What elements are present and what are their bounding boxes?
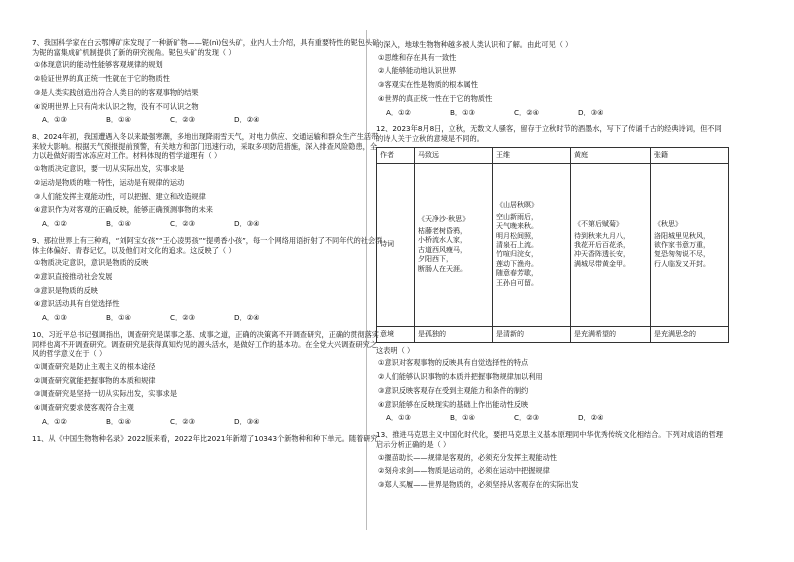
answer-choices [32, 219, 384, 229]
question-10 [32, 330, 384, 427]
option-4: ④意识作为对客观的正确反映，能够正确预测事物的未来 [34, 205, 213, 215]
poem-line: 竹喧归浣女， [496, 250, 538, 259]
poem-line: 复恐匆匆说不尽， [654, 250, 710, 259]
choice-a: A．①③ [386, 413, 411, 423]
option-2: ②人能够能动地认识世界 [378, 66, 457, 76]
choice-d: D．③④ [578, 107, 604, 117]
mood-cell: 是充满思念的 [651, 326, 729, 342]
option-2: ②运动是物质的唯一特性，运动是有规律的运动 [34, 177, 185, 187]
poem-cell [415, 163, 493, 326]
choice-b: B．①④ [106, 313, 132, 323]
option-3: ③调查研究是坚持一切从实际出发，实事求是 [34, 389, 178, 399]
option-2: ②意识直接推动社会发展 [34, 271, 113, 281]
choice-c: C．②③ [170, 313, 196, 323]
choice-b: B．①③ [450, 107, 476, 117]
choice-c: C．②③ [170, 219, 196, 229]
question-prompt: 这表明（ ） [376, 345, 415, 355]
poem-line: 明月松间照， [496, 231, 538, 240]
poem-cell [651, 163, 729, 326]
choice-a: A．①② [42, 416, 67, 426]
answer-choices [32, 313, 384, 323]
row-header-mood: 意境 [377, 326, 415, 342]
author-cell: 马致远 [415, 147, 493, 163]
poem-cell [571, 163, 651, 326]
choice-b: B．①④ [106, 115, 132, 125]
option-2: ②调查研究就能把握事物的本质和规律 [34, 375, 156, 385]
poem-line: 待到秋来九月八， [574, 231, 630, 240]
choice-c: C．②③ [170, 115, 196, 125]
option-3: ③是人类实践创造出符合人类目的的客观事物的结果 [34, 87, 199, 97]
question-stem: 13、推进马克思主义中国化时代化，要把马克思主义基本原理同中华优秀传统文化相结合。下列对成语的哲理启示分析正确的是（ ） [376, 430, 723, 449]
choice-b: B．①④ [450, 413, 476, 423]
option-1: ①思维和存在具有一致性 [378, 52, 457, 62]
question-12 [376, 124, 728, 423]
poem-line: 夕阳西下， [418, 255, 453, 264]
choice-a: A．①② [42, 219, 67, 229]
answer-choices [376, 108, 728, 118]
choice-a: A．①③ [42, 313, 67, 323]
poem-line: 莲动下渔舟。 [496, 259, 538, 268]
poem-line: 天气晚来秋。 [496, 222, 538, 231]
option-3: ③郑人买履——世界是物质的，必须坚持从客观存在的实际出发 [378, 479, 579, 489]
row-header-poem: 诗词 [377, 163, 415, 326]
option-1: ①体现意识的能动性能够客观规律的规划 [34, 60, 163, 70]
option-2: ②刻舟求剑——物质是运动的，必须在运动中把握规律 [378, 466, 550, 476]
question-7 [32, 38, 384, 125]
choice-d: D．③④ [234, 416, 260, 426]
right-column [376, 40, 728, 494]
option-1: ①物质决定意识，要一切从实际出发，实事求是 [34, 164, 185, 174]
poem-line: 空山新雨后， [496, 212, 538, 221]
choice-a: A．①② [386, 107, 411, 117]
poem-line: 小桥流水人家， [418, 236, 467, 245]
author-cell: 张籍 [651, 147, 729, 163]
option-4: ④世界的真正统一性在于它的物质性 [378, 93, 493, 103]
choice-c: C．②③ [514, 413, 540, 423]
option-3: ③客观实在性是物质的根本属性 [378, 80, 478, 90]
poem-line: 断肠人在天涯。 [418, 264, 467, 273]
choice-b: B．①④ [106, 416, 132, 426]
option-1: ①物质决定意识，意识是物质的反映 [34, 258, 149, 268]
choice-c: C．②③ [170, 416, 196, 426]
question-stem: 7、我国科学家在白云鄂博矿床发现了一种新矿物——铌(nì)包头矿，业内人士介绍，具有重要特性的铌包头矿为铌的富集成矿机制提供了新的研究视角。铌包头矿的发现（ ） [32, 38, 380, 57]
choice-a: A．①③ [42, 115, 67, 125]
question-8 [32, 132, 384, 229]
poem-title: 《秋思》 [654, 220, 682, 229]
choice-c: C．②④ [514, 107, 540, 117]
poem-line: 清泉石上流。 [496, 241, 538, 250]
choice-d: D．③④ [234, 219, 260, 229]
table-row [377, 163, 729, 326]
poem-table [376, 147, 729, 343]
option-4: ④说明世界上只有尚未认识之物，没有不可认识之物 [34, 101, 199, 111]
poem-title: 《不第后赋菊》 [574, 220, 623, 229]
poem-line: 我花开后百花杀， [574, 241, 630, 250]
poem-line: 枯藤老树昏鸦， [418, 226, 467, 235]
poem-line: 古道西风瘦马， [418, 245, 467, 254]
question-stem: 11、从《中国生物物种名录》2022版来看，2022年比2021年新增了10343个新物种和种下单元。随着研究 [32, 433, 378, 443]
poem-line: 欲作家书意万重， [654, 241, 710, 250]
answer-choices [32, 115, 384, 125]
option-2: ②人们能够认识事物的本质并把握事物规律加以利用 [378, 372, 543, 382]
choice-d: D．②④ [234, 115, 260, 125]
question-11-continued [376, 40, 728, 117]
question-13 [376, 430, 728, 490]
answer-choices [376, 413, 728, 423]
poem-cell [493, 163, 571, 326]
option-1: ①揠苗助长——规律是客观的，必须充分发挥主观能动性 [378, 452, 557, 462]
mood-cell: 是孤独的 [415, 326, 493, 342]
question-stem: 8、2024年初，我国遭遇入冬以来最强寒潮，多地出现降雨雪天气，对电力供应、交通运输和群众生产生活带来较大影响。根据天气预报提前预警，有关地方和部门迅速行动，采取多项防范措施，深入排查风险隐患，全力以赴做好雨雪冰冻应对工作。材料体现的哲学道理有（ ） [32, 132, 379, 161]
poem-line: 满城尽带黄金甲。 [574, 259, 630, 268]
option-4: ④意识活动具有自觉选择性 [34, 299, 120, 309]
poem-title: 《天净沙·秋思》 [418, 215, 470, 224]
author-cell: 王维 [493, 147, 571, 163]
table-row [377, 147, 729, 163]
poem-line: 冲天香阵透长安， [574, 250, 630, 259]
question-stem: 12、2023年8月8日，立秋，无数文人骚客，留存于立秋时节的酒墨水，写下了传诵千古的经典诗词，但不同的诗人关于立秋的意境是不同的。 [376, 124, 722, 144]
poem-line: 王孙自可留。 [496, 278, 538, 287]
answer-choices [32, 417, 384, 427]
poem-title: 《山居秋暝》 [496, 201, 538, 210]
left-column [32, 38, 384, 446]
choice-b: B．①④ [106, 219, 132, 229]
poem-line: 洛阳城里见秋风， [654, 231, 710, 240]
question-stem: 10、习近平总书记强调指出，调查研究是谋事之基、成事之道，正确的决策离不开调查研究，正确的贯彻落实同样也离不开调查研究。调查研究是获得真知灼见的源头活水，是做好工作的基本功。在全党大兴调查研究之风的哲学意义在于（ ） [32, 329, 379, 359]
option-3: ③意识反映客观存在受到主观能力和条件的制约 [378, 385, 529, 395]
question-11 [32, 434, 384, 444]
option-1: ①意识对客观事物的反映具有自觉选择性的特点 [378, 358, 529, 368]
option-1: ①调查研究是防止主观主义的根本途径 [34, 361, 156, 371]
row-header-author: 作者 [377, 147, 415, 163]
option-2: ②验证世界的真正统一性就在于它的物质性 [34, 74, 170, 84]
table-row [377, 326, 729, 342]
poem-line: 行人临发又开封。 [654, 259, 710, 268]
option-4: ④调查研究要求使客观符合主观 [34, 403, 134, 413]
option-3: ③人们能发挥主观能动性，可以把握、建立和改造规律 [34, 191, 206, 201]
option-4: ④意识能够在反映现实的基础上作出能动性反映 [378, 399, 529, 409]
choice-d: D．②④ [578, 413, 604, 423]
mood-cell: 是清新的 [493, 326, 571, 342]
choice-d: D．②④ [234, 313, 260, 323]
question-stem: 9、那拉世界上有三种鸡，“刘阿宝女孩”“王心凌男孩”“提勇香小孩”，每一个网络用语折射了不同年代的社会群体主体偏好、青春记忆，以及他们对文化的追求。这反映了（ ） [32, 235, 383, 255]
mood-cell: 是充满希望的 [571, 326, 651, 342]
question-9 [32, 236, 384, 323]
option-3: ③意识是物质的反映 [34, 285, 98, 295]
poem-line: 随意春芳歇， [496, 269, 538, 278]
question-stem: 的深入，地球生物物种越多被人类认识和了解。由此可见（ ） [376, 40, 573, 49]
author-cell: 黄庭 [571, 147, 651, 163]
